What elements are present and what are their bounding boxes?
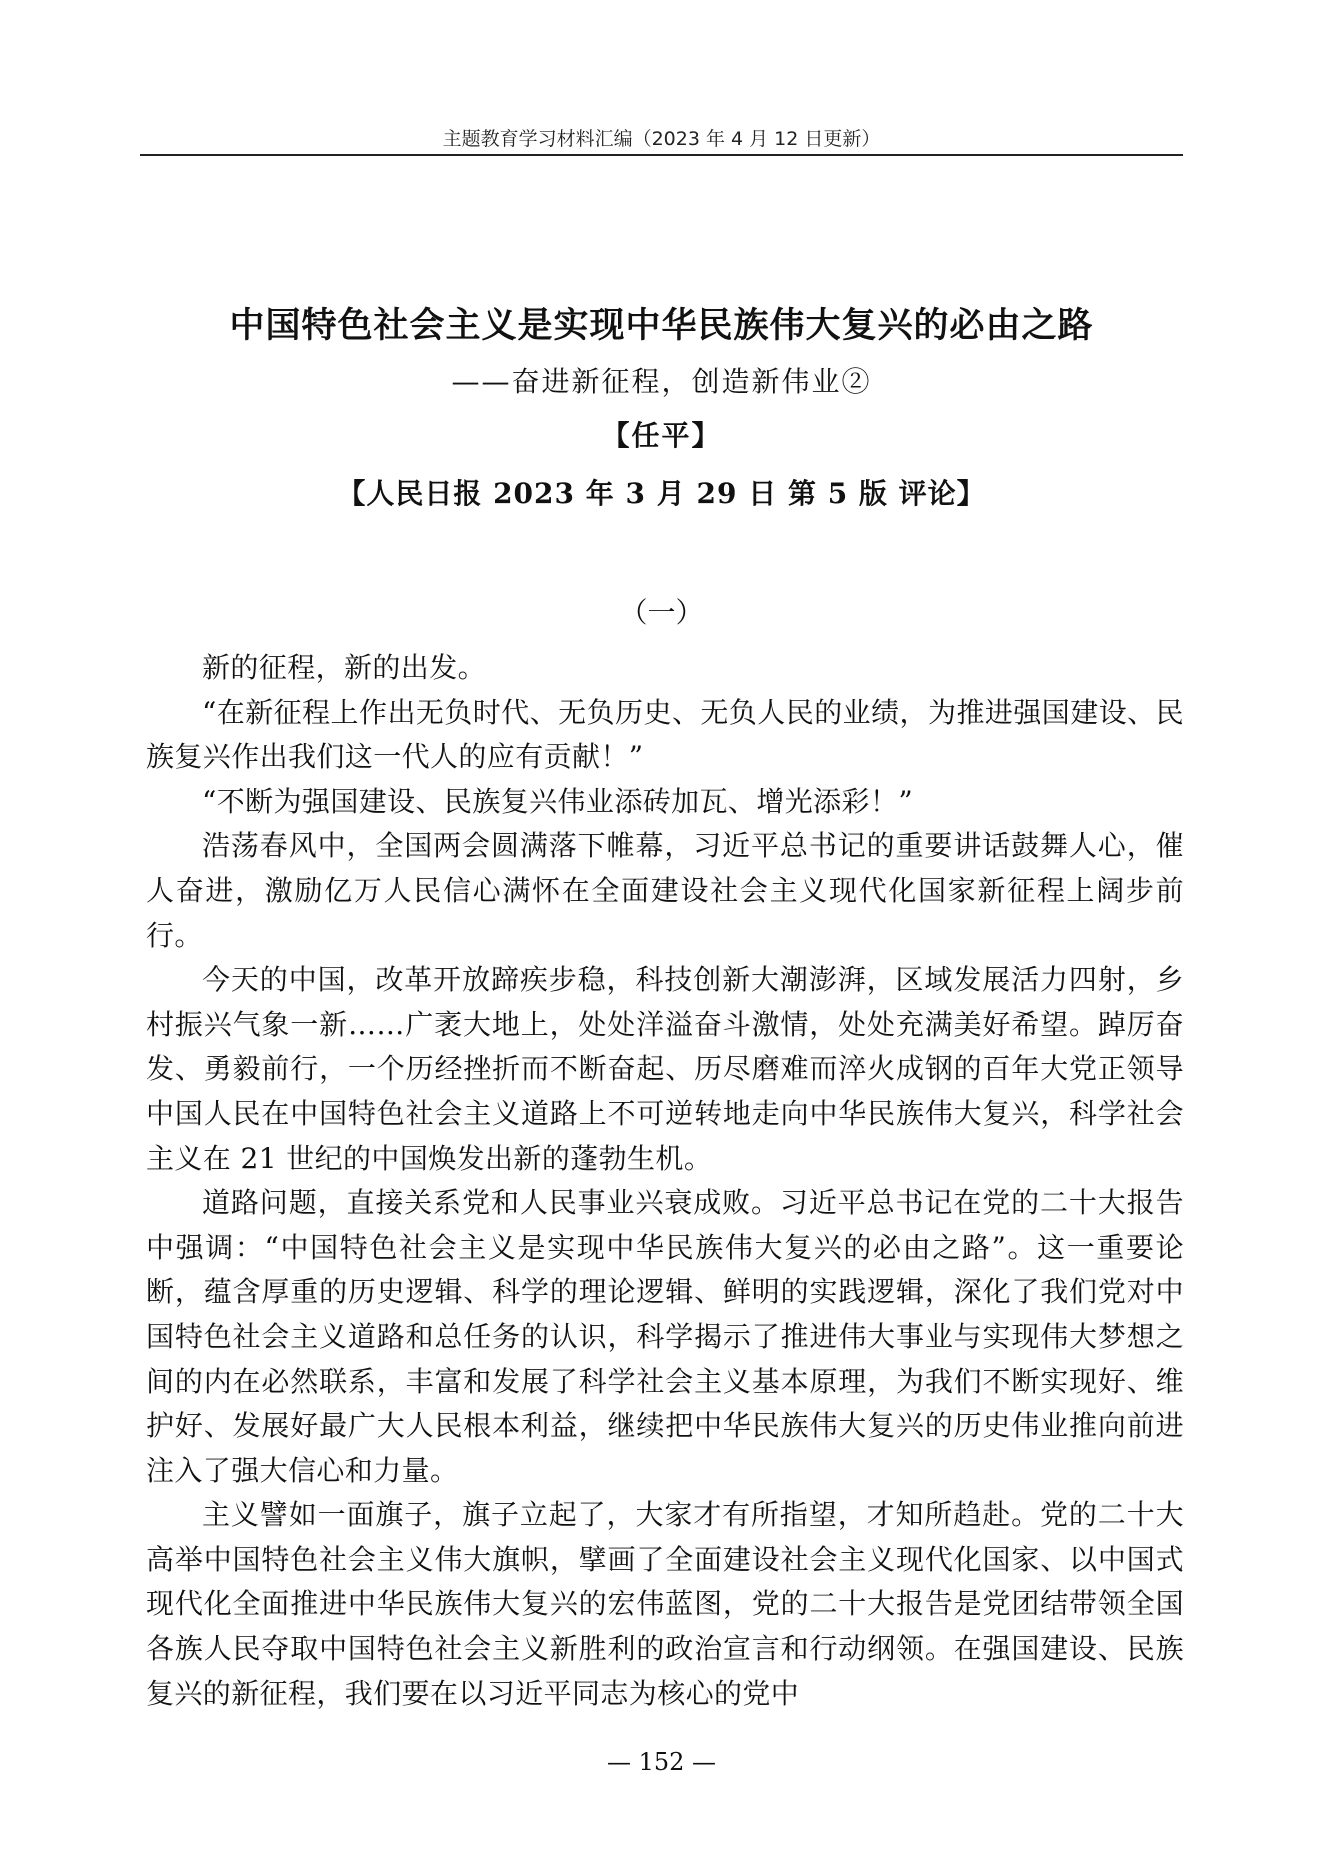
paragraph: 浩荡春风中，全国两会圆满落下帷幕，习近平总书记的重要讲话鼓舞人心，催人奋进，激励亿万人民信心满怀在全面建设社会主义现代化国家新征程上阔步前行。 xyxy=(146,829,1184,952)
paragraph: 今天的中国，改革开放蹄疾步稳，科技创新大潮澎湃，区域发展活力四射，乡村振兴气象一新……广袤大地上，处处洋溢奋斗激情，处处充满美好希望。踔厉奋发、勇毅前行，一个历经挫折而不断奋起、历尽磨难而淬火成钢的百年大党正领导中国人民在中国特色社会主义道路上不可逆转地走向中华民族伟大复兴，科学社会主义在 21 世纪的中国焕发出新的蓬勃生机。 xyxy=(146,963,1184,1175)
paragraph: 道路问题，直接关系党和人民事业兴衰成败。习近平总书记在党的二十大报告中强调：“中国特色社会主义是实现中华民族伟大复兴的必由之路”。这一重要论断，蕴含厚重的历史逻辑、科学的理论逻辑、鲜明的实践逻辑，深化了我们党对中国特色社会主义道路和总任务的认识，科学揭示了推进伟大事业与实现伟大梦想之间的内在必然联系，丰富和发展了科学社会主义基本原理，为我们不断实现好、维护好、发展好最广大人民根本利益，继续把中华民族伟大复兴的历史伟业推向前进注入了强大信心和力量。 xyxy=(146,1186,1184,1487)
paragraph: 新的征程，新的出发。 xyxy=(202,651,487,684)
paragraph: 主义譬如一面旗子，旗子立起了，大家才有所指望，才知所趋赴。党的二十大高举中国特色社会主义伟大旗帜，擘画了全面建设社会主义现代化国家、以中国式现代化全面推进中华民族伟大复兴的宏伟蓝图，党的二十大报告是党团结带领全国各族人民夺取中国特色社会主义新胜利的政治宣言和行动纲领。在强国建设、民族复兴的新征程，我们要在以习近平同志为核心的党中 xyxy=(146,1498,1184,1710)
article-author: 【任平】 xyxy=(601,419,722,452)
running-header: 主题教育学习材料汇编（2023 年 4 月 12 日更新） xyxy=(442,128,881,150)
article-subtitle: ——奋进新征程，创造新伟业② xyxy=(451,365,872,398)
article-body xyxy=(146,646,1184,1716)
section-heading: （一） xyxy=(619,596,704,629)
page-number: — 152 — xyxy=(606,1748,717,1776)
paragraph: “在新征程上作出无负时代、无负历史、无负人民的业绩，为推进强国建设、民族复兴作出我们这一代人的应有贡献！” xyxy=(146,695,1184,774)
article-source: 【人民日报 2023 年 3 月 29 日 第 5 版 评论】 xyxy=(337,477,986,510)
paragraph: “不断为强国建设、民族复兴伟业添砖加瓦、增光添彩！” xyxy=(202,784,914,818)
article-title: 中国特色社会主义是实现中华民族伟大复兴的必由之路 xyxy=(229,305,1094,346)
header-divider xyxy=(140,154,1183,156)
